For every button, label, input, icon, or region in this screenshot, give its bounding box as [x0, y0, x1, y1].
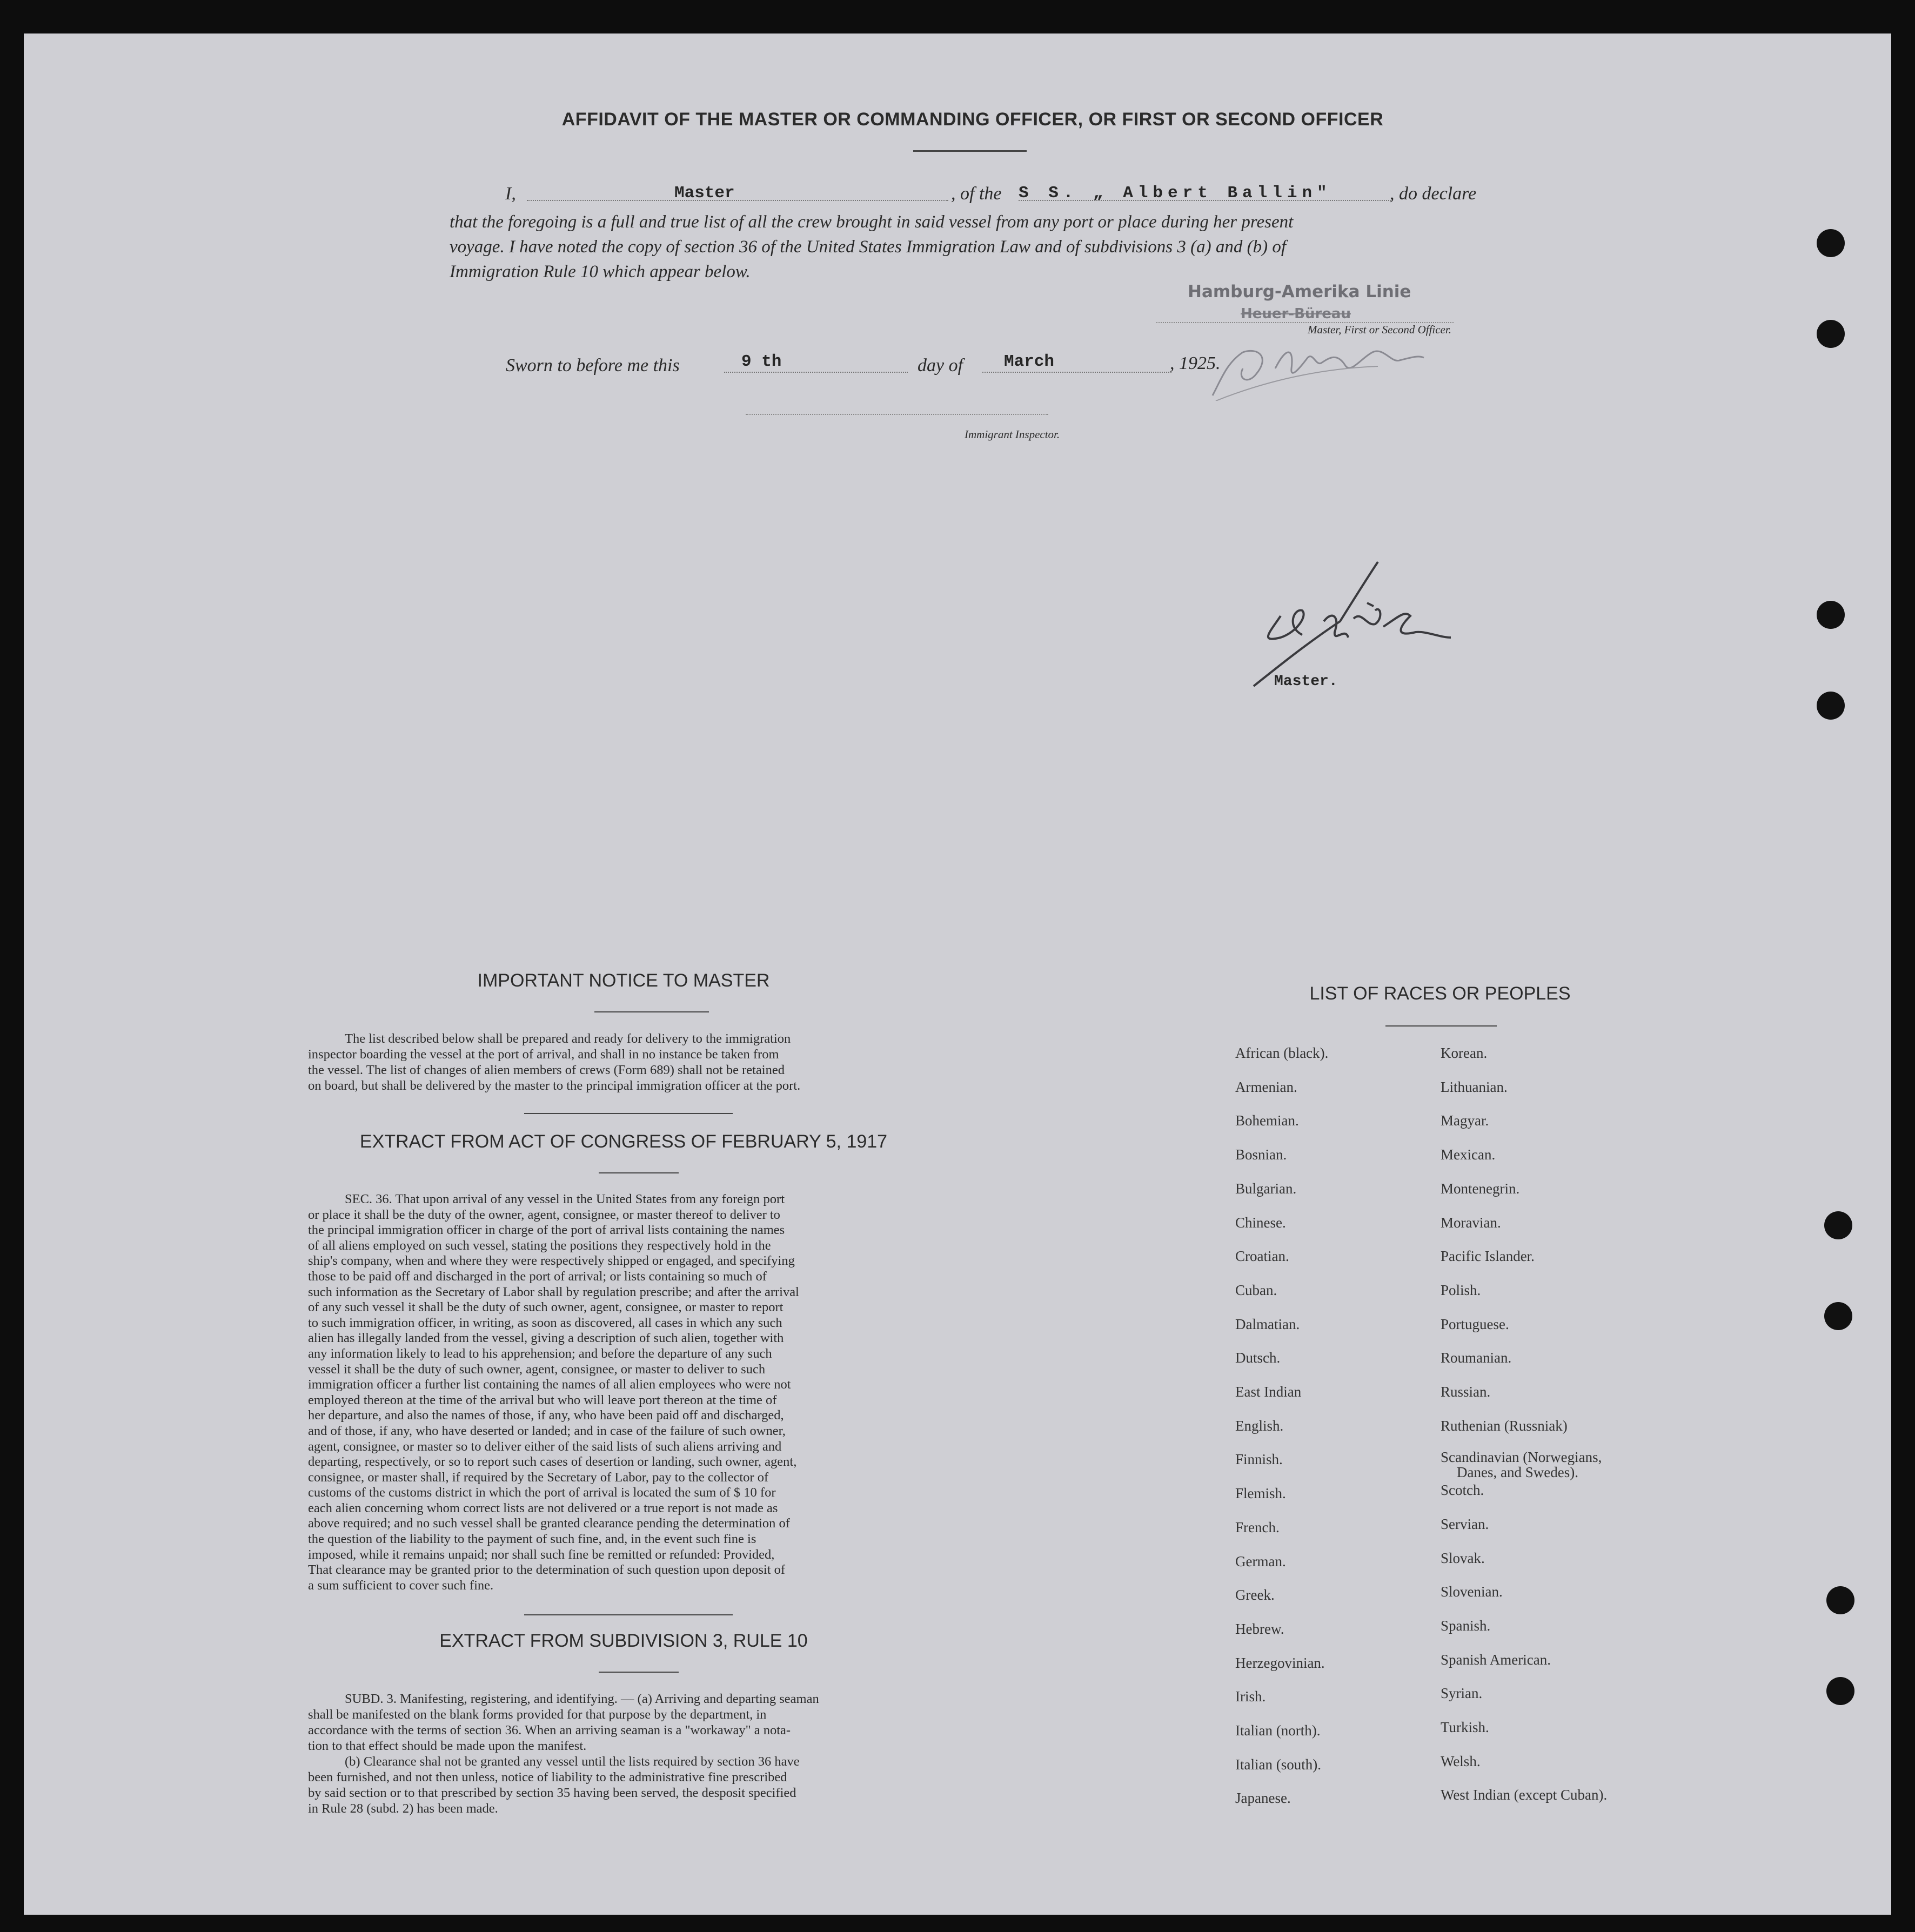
- month-value: March: [1004, 352, 1055, 371]
- name-value: Master: [674, 184, 735, 203]
- race-item-continuation: Danes, and Swedes).: [1457, 1464, 1578, 1481]
- extract1-line: any information likely to lead to his apprehension; and before the departure of any such: [308, 1346, 772, 1361]
- notice-text: [308, 1031, 939, 1094]
- extract2-line: (b) Clearance shal not be granted any vessel until the lists required by section 36 have: [345, 1754, 800, 1769]
- race-item: Slovak.: [1441, 1549, 1485, 1566]
- vessel-value: S S. „ Albert Ballin": [1019, 184, 1332, 203]
- notice-line: the vessel. The list of changes of alien members of crews (Form 689) shall not be retained: [308, 1063, 785, 1077]
- race-item: Bohemian.: [1235, 1112, 1299, 1129]
- inspector-caption: Immigrant Inspector.: [965, 428, 1060, 441]
- race-item: Croatian.: [1235, 1248, 1289, 1265]
- extract1-line: of any such vessel it shall be the duty of such owner, agent, consignee, or master to report: [308, 1300, 784, 1315]
- master-caption: Master.: [1274, 673, 1338, 690]
- extract1-line: a sum sufficient to cover such fine.: [308, 1578, 494, 1593]
- race-item: East Indian: [1235, 1384, 1302, 1400]
- race-item: Flemish.: [1235, 1485, 1286, 1502]
- race-item: Bosnian.: [1235, 1146, 1287, 1163]
- extract1-text: [308, 1192, 939, 1593]
- punch-hole: [1824, 1211, 1852, 1239]
- race-item: Spanish.: [1441, 1617, 1491, 1634]
- extract1-line: employed thereon at the time of the arrival but who will leave port thereon at the time of: [308, 1392, 777, 1407]
- race-item: Armenian.: [1235, 1078, 1297, 1095]
- name-blank: [527, 200, 948, 201]
- year-label: , 1925.: [1170, 353, 1221, 373]
- race-item: Welsh.: [1441, 1753, 1481, 1769]
- race-item: Roumanian.: [1441, 1350, 1512, 1366]
- race-item: African (black).: [1235, 1045, 1329, 1061]
- extract1-line: those to be paid off and discharged in the port of arrival; or lists containing so much of: [308, 1269, 767, 1284]
- race-item: Dalmatian.: [1235, 1316, 1300, 1332]
- month-blank: [982, 372, 1171, 373]
- race-item: Scotch.: [1441, 1482, 1484, 1499]
- race-item: Turkish.: [1441, 1719, 1489, 1735]
- punch-hole: [1817, 229, 1845, 257]
- affidavit-title: AFFIDAVIT OF THE MASTER OR COMMANDING OFFICER, OR FIRST OR SECOND OFFICER: [561, 109, 1384, 130]
- race-item: Spanish American.: [1441, 1651, 1551, 1668]
- extract1-line: her departure, and also the names of those, if any, who have been paid off and discharged,: [308, 1408, 784, 1423]
- race-item: Scandinavian (Norwegians,: [1441, 1449, 1602, 1466]
- punch-hole: [1826, 1677, 1854, 1705]
- races-divider: [1385, 1025, 1497, 1027]
- punch-hole: [1817, 601, 1845, 629]
- day-of-label: day of: [918, 355, 963, 375]
- extract1-line: customs of the customs district in which the port of arrival is located the sum of $ 10 for: [308, 1485, 776, 1500]
- extract1-line: or place it shall be the duty of the owner, agent, consignee, or master thereof to deliver to: [308, 1207, 780, 1222]
- extract1-line: such information as the Secretary of Labor shall by regulation prescribe; and after the arrival: [308, 1284, 799, 1299]
- race-item: Japanese.: [1235, 1790, 1291, 1807]
- extract1-line: agent, consignee, or master so to deliver either of the said lists of such aliens arriving and: [308, 1439, 782, 1454]
- notice-line: inspector boarding the vessel at the port of arrival, and shall in no instance be taken from: [308, 1047, 779, 1062]
- notice-line: The list described below shall be prepared and ready for delivery to the immigration: [345, 1031, 791, 1046]
- sworn-label: Sworn to before me this: [506, 355, 680, 375]
- extract1-line: and of those, if any, who have deserted or landed; and in case of the failure of such owner,: [308, 1423, 786, 1438]
- race-item: Korean.: [1441, 1045, 1488, 1061]
- company-stamp-line1: Hamburg-Amerika Linie: [1188, 282, 1411, 301]
- extract1-line: the principal immigration officer in charge of the port of arrival lists containing the names: [308, 1223, 785, 1238]
- race-item: West Indian (except Cuban).: [1441, 1787, 1608, 1803]
- race-item: Italian (north).: [1235, 1722, 1321, 1739]
- race-item: Slovenian.: [1441, 1584, 1503, 1600]
- company-stamp-line2: Heuer-Büreau: [1241, 306, 1351, 322]
- officer-caption: Master, First or Second Officer.: [1308, 323, 1451, 336]
- document-page: [24, 33, 1891, 1915]
- race-item: Cuban.: [1235, 1282, 1277, 1298]
- extract2-line: by said section or to that prescribed by section 35 having been served, the desposit specified: [308, 1786, 796, 1800]
- extract1-line: ship's company, when and where they were respectively shipped or engaged, and specifying: [308, 1253, 795, 1269]
- race-item: Irish.: [1235, 1688, 1266, 1705]
- race-item: Italian (south).: [1235, 1756, 1321, 1773]
- race-item: Herzegovinian.: [1235, 1654, 1325, 1671]
- extract1-line: immigration officer a further list containing the names of all alien employees who were not: [308, 1377, 791, 1392]
- day-value: 9 th: [741, 352, 782, 371]
- race-item: Mexican.: [1441, 1146, 1496, 1163]
- extract2-line: accordance with the terms of section 36. When an arriving seaman is a "workaway" a nota-: [308, 1723, 791, 1738]
- punch-hole: [1817, 692, 1845, 720]
- declare-label: , do declare: [1390, 184, 1477, 204]
- punch-hole: [1817, 320, 1845, 348]
- extract2-line: SUBD. 3. Manifesting, registering, and identifying. — (a) Arriving and departing seaman: [345, 1692, 819, 1706]
- extract2-text: [308, 1691, 939, 1816]
- affidavit-body: [450, 210, 1491, 284]
- extract1-line: of all aliens employed on such vessel, stating the positions they respectively hold in the: [308, 1238, 771, 1253]
- title-divider: [913, 150, 1027, 152]
- extract1-line: alien has illegally landed from the vessel, giving a description of such alien, together with: [308, 1331, 784, 1346]
- punch-hole: [1826, 1586, 1854, 1614]
- race-item: Ruthenian (Russniak): [1441, 1417, 1568, 1434]
- race-item: Finnish.: [1235, 1451, 1283, 1468]
- of-the-label: , of the: [951, 184, 1002, 204]
- i-label: I,: [505, 184, 516, 204]
- race-item: Polish.: [1441, 1282, 1481, 1298]
- body-line: voyage. I have noted the copy of section 36 of the United States Immigration Law and of subdivisions 3 (a) and (b) of: [450, 237, 1287, 257]
- race-item: Lithuanian.: [1441, 1078, 1508, 1095]
- extract1-line: SEC. 36. That upon arrival of any vessel in the United States from any foreign port: [345, 1192, 785, 1206]
- extract2-line: tion to that effect should be made upon the manifest.: [308, 1739, 587, 1753]
- body-line: Immigration Rule 10 which appear below.: [450, 262, 751, 281]
- extract1-line: to such immigration officer, in writing, as soon as discovered, all cases in which any such: [308, 1315, 782, 1330]
- race-item: Syrian.: [1441, 1685, 1483, 1702]
- extract1-line: That clearance may be granted prior to the determination of such question upon deposit of: [308, 1562, 786, 1578]
- extract1-line: above required; and no such vessel shall be granted clearance pending the determination of: [308, 1516, 790, 1531]
- race-item: French.: [1235, 1519, 1280, 1535]
- body-line: that the foregoing is a full and true list of all the crew brought in said vessel from any port or place during her present: [450, 212, 1294, 232]
- section-divider: [524, 1113, 733, 1114]
- race-item: German.: [1235, 1553, 1286, 1569]
- inspector-blank: [746, 414, 1048, 415]
- race-item: English.: [1235, 1417, 1284, 1434]
- punch-hole: [1824, 1302, 1852, 1330]
- extract1-divider: [599, 1172, 679, 1173]
- extract2-line: shall be manifested on the blank forms provided for that purpose by the department, in: [308, 1707, 767, 1722]
- race-item: Magyar.: [1441, 1112, 1489, 1129]
- extract2-line: in Rule 28 (subd. 2) has been made.: [308, 1801, 498, 1816]
- extract1-line: the question of the liability to the payment of such fine, and, in the event such fine is: [308, 1532, 756, 1547]
- extract1-line: consignee, or master shall, if required by the Secretary of Labor, pay to the collector of: [308, 1470, 769, 1485]
- race-item: Moravian.: [1441, 1214, 1501, 1231]
- vessel-blank: [1019, 200, 1391, 201]
- notice-title: IMPORTANT NOTICE TO MASTER: [477, 970, 770, 991]
- day-blank: [724, 372, 908, 373]
- section-divider: [524, 1614, 733, 1615]
- extract1-line: imposed, while it remains unpaid; nor shall such fine be remitted or refunded: Provided,: [308, 1547, 775, 1562]
- race-item: Servian.: [1441, 1515, 1489, 1532]
- extract1-line: each alien concerning whom correct lists are not delivered or a true report is not made as: [308, 1500, 778, 1515]
- extract1-title: EXTRACT FROM ACT OF CONGRESS OF FEBRUARY 5, 1917: [359, 1131, 888, 1152]
- extract1-line: vessel it shall be the duty of such owner, agent, consignee, or master to deliver to such: [308, 1361, 766, 1377]
- race-item: Russian.: [1441, 1384, 1491, 1400]
- race-item: Dutsch.: [1235, 1350, 1281, 1366]
- race-item: Bulgarian.: [1235, 1180, 1297, 1197]
- race-item: Greek.: [1235, 1587, 1275, 1604]
- race-item: Pacific Islander.: [1441, 1248, 1535, 1265]
- extract2-title: EXTRACT FROM SUBDIVISION 3, RULE 10: [439, 1631, 808, 1651]
- extract2-divider: [599, 1672, 679, 1673]
- extract2-line: been furnished, and not then unless, notice of liability to the administrative fine prescribed: [308, 1770, 787, 1785]
- notice-divider: [594, 1011, 709, 1012]
- race-item: Portuguese.: [1441, 1316, 1509, 1332]
- extract1-line: departing, respectively, or so to report such cases of desertion or landing, such owner, agent,: [308, 1454, 797, 1470]
- notice-line: on board, but shall be delivered by the master to the principal immigration officer at the port.: [308, 1078, 801, 1093]
- races-title: LIST OF RACES OR PEOPLES: [1309, 983, 1571, 1004]
- race-item: Hebrew.: [1235, 1620, 1284, 1637]
- officer-signature: [1205, 314, 1432, 401]
- master-signature: [1237, 556, 1464, 692]
- race-item: Montenegrin.: [1441, 1180, 1520, 1197]
- race-item: Chinese.: [1235, 1214, 1286, 1231]
